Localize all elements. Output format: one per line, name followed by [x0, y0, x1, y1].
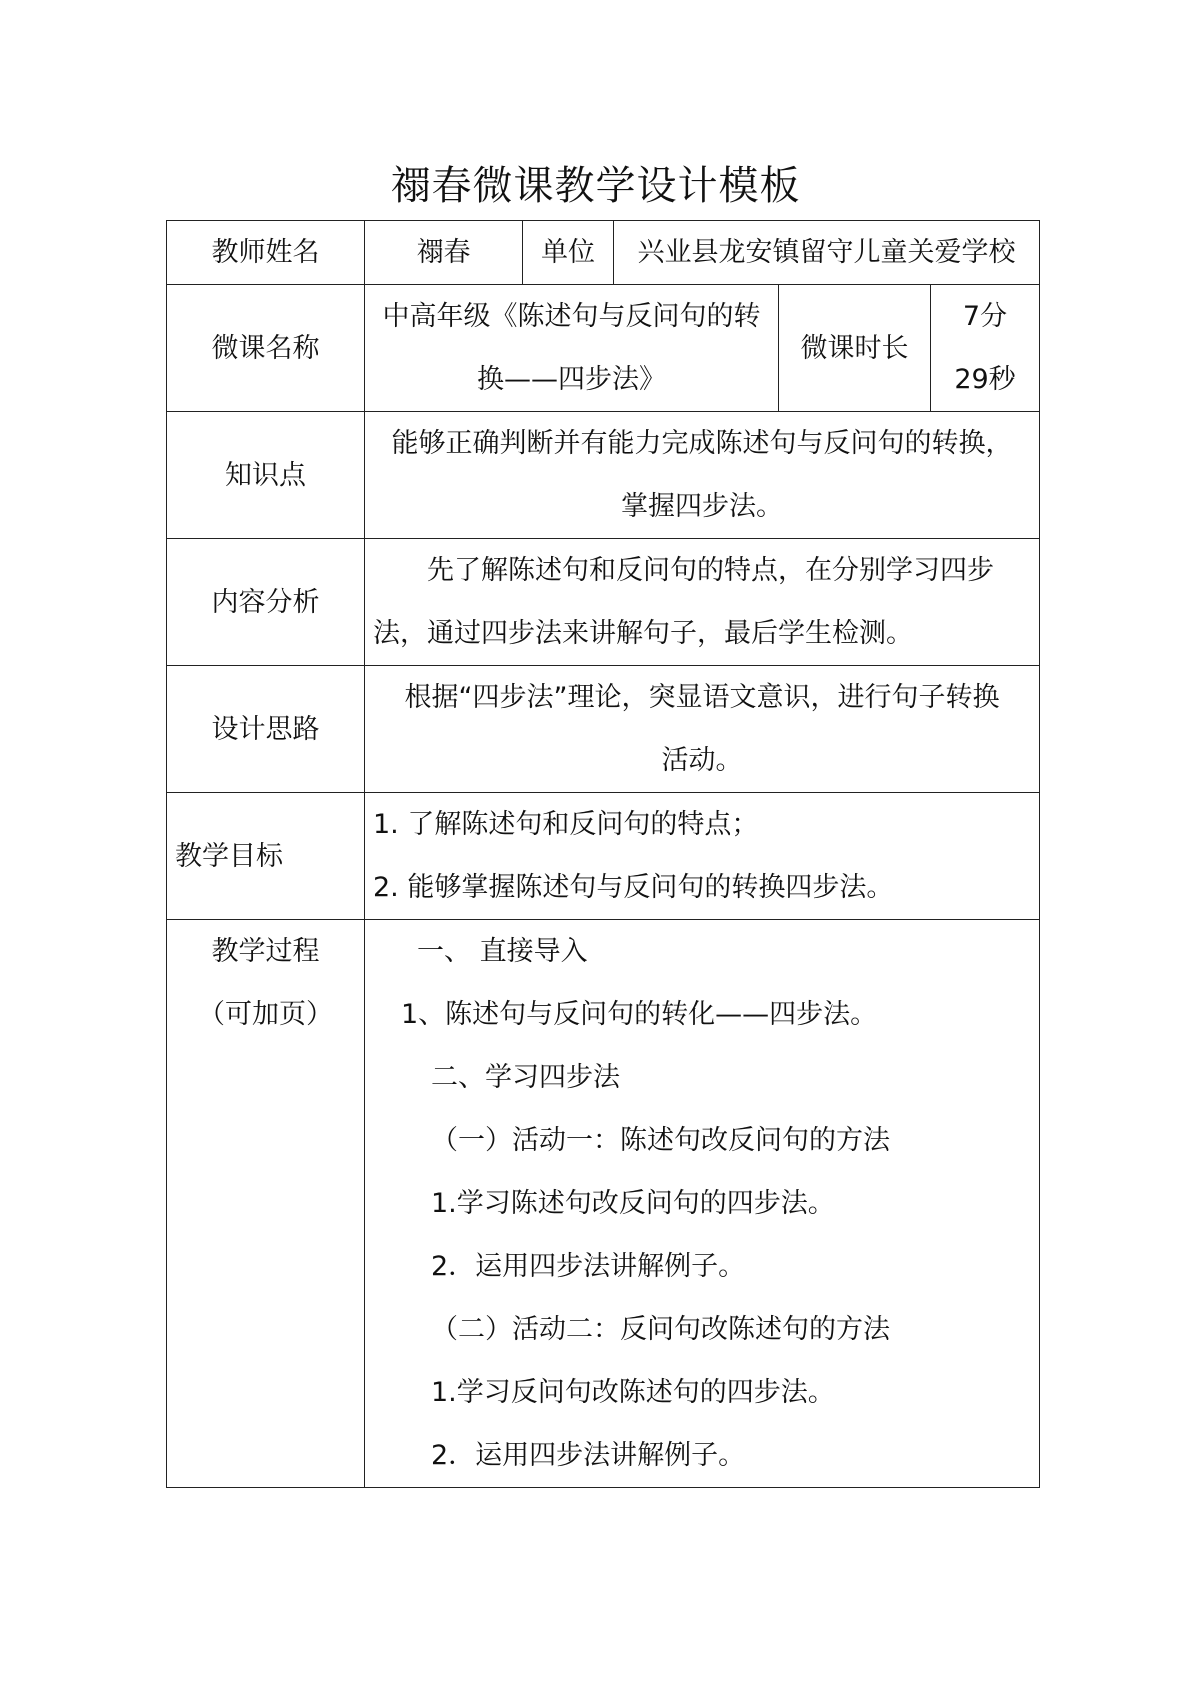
lesson-design-table	[166, 220, 1040, 1488]
duration-line-2: 29秒	[954, 364, 1016, 395]
duration-label: 微课时长	[779, 285, 931, 412]
analysis-label: 内容分析	[167, 539, 365, 666]
duration-value	[931, 285, 1040, 412]
knowledge-line-2: 掌握四步法。	[621, 491, 783, 522]
knowledge-line-1: 能够正确判断并有能力完成陈述句与反问句的转换，	[391, 428, 1013, 459]
knowledge-value	[365, 412, 1040, 539]
design-value	[365, 666, 1040, 793]
table-row-analysis	[167, 539, 1040, 666]
process-label-line-1: 教学过程	[211, 936, 320, 967]
process-line-4: （一）活动一：陈述句改反问句的方法	[431, 1125, 890, 1156]
duration-line-1: 7分	[962, 301, 1008, 332]
course-name-line-2: 换——四步法》	[477, 364, 666, 395]
course-name-value	[365, 285, 779, 412]
unit-label: 单位	[523, 221, 614, 285]
table-row-knowledge	[167, 412, 1040, 539]
course-name-line-1: 中高年级《陈述句与反问句的转	[382, 301, 761, 332]
analysis-line-2: 法，通过四步法来讲解句子，最后学生检测。	[373, 618, 913, 649]
goal-item-1: 1. 了解陈述句和反问句的特点；	[373, 809, 759, 840]
process-label-line-2: （可加页）	[198, 999, 333, 1030]
process-label	[167, 920, 365, 1488]
analysis-value	[365, 539, 1040, 666]
table-row-course	[167, 285, 1040, 412]
teacher-name-label: 教师姓名	[167, 221, 365, 285]
goal-item-2: 2. 能够掌握陈述句与反问句的转换四步法。	[373, 872, 894, 903]
process-line-2: 1、陈述句与反问句的转化——四步法。	[401, 999, 878, 1030]
process-line-5: 1.学习陈述句改反问句的四步法。	[431, 1188, 835, 1219]
process-line-3: 二、学习四步法	[431, 1062, 620, 1093]
goals-label: 教学目标	[167, 793, 365, 920]
process-line-6: 2．运用四步法讲解例子。	[431, 1251, 746, 1282]
table-row-goals	[167, 793, 1040, 920]
teacher-name-value: 禤春	[365, 221, 523, 285]
knowledge-label: 知识点	[167, 412, 365, 539]
process-value	[365, 920, 1040, 1488]
course-name-label: 微课名称	[167, 285, 365, 412]
design-label: 设计思路	[167, 666, 365, 793]
page-title: 禤春微课教学设计模板	[390, 163, 801, 209]
table-row-teacher	[167, 221, 1040, 285]
goals-value	[365, 793, 1040, 920]
process-line-8: 1.学习反问句改陈述句的四步法。	[431, 1377, 835, 1408]
design-line-2: 活动。	[661, 745, 743, 776]
unit-value: 兴业县龙安镇留守儿童关爱学校	[614, 221, 1040, 285]
analysis-line-1: 先了解陈述句和反问句的特点，在分别学习四步	[427, 555, 994, 586]
process-line-7: （二）活动二：反问句改陈述句的方法	[431, 1314, 890, 1345]
table-row-process	[167, 920, 1040, 1488]
table-row-design	[167, 666, 1040, 793]
process-line-9: 2．运用四步法讲解例子。	[431, 1440, 746, 1471]
design-line-1: 根据“四步法”理论，突显语文意识，进行句子转换	[404, 682, 1000, 713]
process-line-1: 一、 直接导入	[417, 936, 588, 967]
